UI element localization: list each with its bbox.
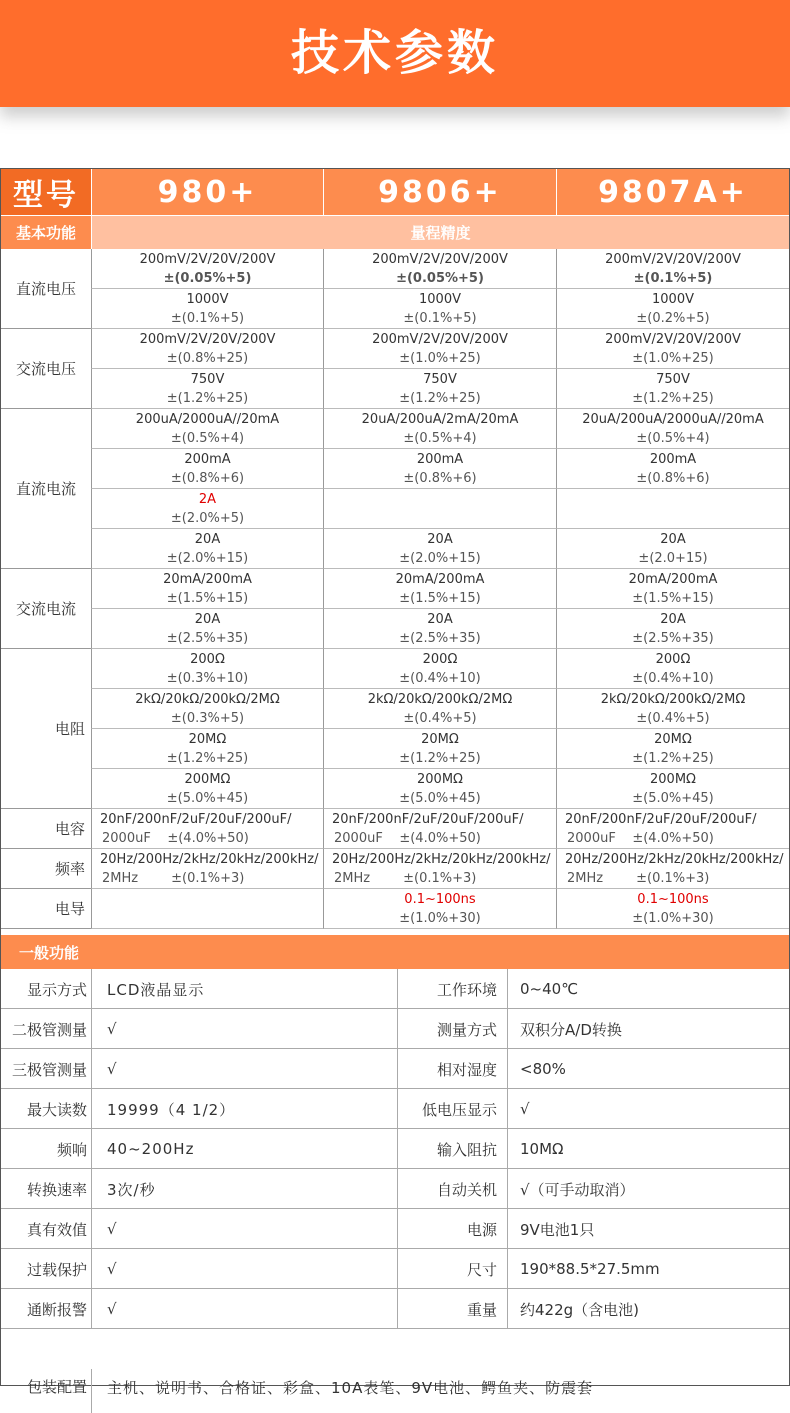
group-label: 频率 — [1, 849, 91, 889]
range-text: 200Ω — [655, 652, 691, 667]
spec-cell — [556, 809, 789, 849]
general-row — [1, 1209, 789, 1249]
accuracy-text: 2000uF ±(4.0%+50) — [102, 831, 249, 846]
spec-cell — [91, 329, 323, 369]
range-text: 200MΩ — [184, 772, 231, 787]
general-row — [1, 1169, 789, 1209]
model-980: 980+ — [91, 169, 323, 215]
range-text: 2kΩ/20kΩ/200kΩ/2MΩ — [135, 692, 280, 707]
accuracy-text: ±(5.0%+45) — [632, 791, 714, 806]
accuracy-text: ±(1.0%+30) — [632, 911, 714, 926]
range-text: 20A — [427, 532, 453, 547]
range-text: 20uA/200uA/2000uA//20mA — [582, 412, 764, 427]
accuracy-text: ±(0.4%+10) — [399, 671, 481, 686]
accuracy-text: ±(1.2%+25) — [632, 391, 714, 406]
spec-cell — [323, 849, 556, 889]
param-value: <80% — [507, 1049, 789, 1089]
spec-cell — [91, 569, 323, 609]
group-label: 直流电流 — [1, 409, 91, 569]
group-label: 电阻 — [1, 649, 91, 809]
accuracy-text: ±(1.2%+25) — [166, 391, 249, 406]
range-text: 200mV/2V/20V/200V — [139, 252, 276, 267]
general-row — [1, 1089, 789, 1129]
range-text: 20MΩ — [654, 732, 692, 747]
spec-cell — [91, 689, 323, 729]
param-label: 过载保护 — [26, 1260, 87, 1279]
param-label: 测量方式 — [397, 1009, 507, 1049]
accuracy-text: ±(0.2%+5) — [636, 311, 710, 326]
range-text: 20Hz/200Hz/2kHz/20kHz/200kHz/ — [332, 852, 551, 867]
basic-function-header — [1, 215, 789, 249]
accuracy-text: ±(0.1%+5) — [403, 311, 477, 326]
group-label: 电导 — [1, 889, 91, 929]
param-label: 转换速率 — [26, 1180, 87, 1199]
accuracy-text: ±(0.05%+5) — [396, 271, 484, 286]
range-text: 0.1~100ns — [404, 892, 476, 907]
param-value: 0~40℃ — [507, 969, 789, 1009]
range-text: 200MΩ — [417, 772, 463, 787]
spec-cell — [556, 449, 789, 489]
spec-table — [0, 168, 790, 1397]
param-value: √ — [91, 1009, 397, 1049]
param-label: 自动关机 — [397, 1169, 507, 1209]
model-header-row — [1, 169, 789, 215]
accuracy-text: ±(2.0+15) — [638, 551, 708, 566]
spec-cell — [91, 849, 323, 889]
package-label: 包装配置 — [26, 1377, 87, 1396]
accuracy-text: ±(0.8%+25) — [166, 351, 249, 366]
accuracy-text: ±(2.0%+15) — [399, 551, 481, 566]
range-text: 200mV/2V/20V/200V — [372, 252, 508, 267]
param-label: 最大读数 — [26, 1100, 87, 1119]
range-text: 1000V — [419, 292, 461, 307]
spec-cell — [556, 529, 789, 569]
general-row — [1, 1249, 789, 1289]
accuracy-text: ±(0.1%+5) — [633, 271, 713, 286]
spec-cell — [323, 529, 556, 569]
general-row — [1, 969, 789, 1009]
param-label: 二极管测量 — [11, 1020, 87, 1039]
accuracy-text: ±(0.4%+10) — [632, 671, 714, 686]
range-text: 750V — [656, 372, 690, 387]
param-value: 9V电池1只 — [507, 1209, 789, 1249]
range-text: 200uA/2000uA//20mA — [135, 412, 280, 427]
accuracy-text: ±(2.5%+35) — [632, 631, 714, 646]
range-text: 200mA — [416, 452, 464, 467]
spec-cell — [556, 649, 789, 689]
spec-cell — [556, 769, 789, 809]
range-text: 20Hz/200Hz/2kHz/20kHz/200kHz/ — [565, 852, 784, 867]
accuracy-text: ±(0.05%+5) — [163, 271, 252, 286]
accuracy-text: 2000uF ±(4.0%+50) — [567, 831, 714, 846]
spec-cell — [91, 889, 323, 929]
range-text: 0.1~100ns — [637, 892, 709, 907]
spec-cell — [556, 849, 789, 889]
spec-cell — [91, 449, 323, 489]
range-text: 20mA/200mA — [163, 572, 252, 587]
param-label: 显示方式 — [26, 980, 87, 999]
range-text: 20Hz/200Hz/2kHz/20kHz/200kHz/ — [100, 852, 319, 867]
range-text: 20nF/200nF/2uF/20uF/200uF/ — [565, 812, 757, 827]
accuracy-text: ±(1.0%+25) — [399, 351, 481, 366]
accuracy-text: ±(5.0%+45) — [399, 791, 481, 806]
accuracy-text: ±(0.1%+5) — [170, 311, 245, 326]
package-value: 主机、说明书、合格证、彩盒、10A表笔、9V电池、鳄鱼夹、防震套 — [91, 1369, 789, 1413]
param-value: LCD液晶显示 — [91, 969, 397, 1009]
param-value: 3次/秒 — [91, 1169, 397, 1209]
general-row — [1, 1129, 789, 1169]
accuracy-text: 2MHz ±(0.1%+3) — [334, 871, 477, 886]
param-label: 真有效值 — [26, 1220, 87, 1239]
accuracy-text: ±(2.5%+35) — [399, 631, 481, 646]
param-value: 40~200Hz — [91, 1129, 397, 1169]
accuracy-text: ±(0.3%+5) — [170, 711, 245, 726]
general-row — [1, 1289, 789, 1329]
range-text: 20MΩ — [421, 732, 459, 747]
range-text: 1000V — [186, 292, 229, 307]
range-text: 20mA/200mA — [395, 572, 485, 587]
accuracy-text: ±(2.5%+35) — [166, 631, 249, 646]
accuracy-text: ±(0.8%+6) — [170, 471, 245, 486]
group-label: 直流电压 — [1, 249, 91, 329]
spec-cell — [323, 809, 556, 849]
accuracy-text: ±(1.2%+25) — [399, 751, 481, 766]
param-label: 重量 — [397, 1289, 507, 1329]
general-row — [1, 1049, 789, 1089]
accuracy-text: ±(1.2%+25) — [166, 751, 249, 766]
param-label: 电源 — [397, 1209, 507, 1249]
spec-cell — [323, 249, 556, 289]
range-text: 200mV/2V/20V/200V — [605, 332, 741, 347]
range-text: 750V — [190, 372, 225, 387]
accuracy-text: ±(1.2%+25) — [399, 391, 481, 406]
param-label: 三极管测量 — [11, 1060, 87, 1079]
param-value: 19999（4 1/2） — [91, 1089, 397, 1129]
param-value: 10MΩ — [507, 1129, 789, 1169]
spec-cell — [91, 289, 323, 329]
title-banner — [0, 0, 790, 107]
accuracy-text: ±(0.8%+6) — [636, 471, 710, 486]
spec-cell — [91, 489, 323, 529]
spec-cell — [556, 409, 789, 449]
accuracy-text: ±(1.5%+15) — [399, 591, 481, 606]
param-value: 190*88.5*27.5mm — [507, 1249, 789, 1289]
param-value: 双积分A/D转换 — [507, 1009, 789, 1049]
param-value: √ — [91, 1049, 397, 1089]
range-text: 20mA/200mA — [628, 572, 718, 587]
range-text: 20A — [194, 532, 221, 547]
basic-function-label: 基本功能 — [1, 216, 91, 249]
spec-cell — [91, 369, 323, 409]
range-text: 1000V — [652, 292, 694, 307]
accuracy-text: ±(0.5%+4) — [170, 431, 245, 446]
group-label: 电容 — [1, 809, 91, 849]
spec-cell — [556, 369, 789, 409]
param-value: √ — [91, 1209, 397, 1249]
param-label: 尺寸 — [397, 1249, 507, 1289]
param-value: √ — [507, 1089, 789, 1129]
package-row — [1, 1369, 789, 1413]
spec-cell — [323, 329, 556, 369]
spec-cell — [323, 289, 556, 329]
range-text: 20A — [660, 612, 686, 627]
param-label: 通断报警 — [26, 1300, 87, 1319]
page-title: 技术参数 — [290, 25, 499, 81]
range-text: 200Ω — [422, 652, 458, 667]
range-text: 2A — [198, 492, 217, 507]
accuracy-text: ±(0.3%+10) — [166, 671, 249, 686]
range-text: 200mV/2V/20V/200V — [605, 252, 741, 267]
range-text: 200mA — [649, 452, 697, 467]
spec-cell — [556, 329, 789, 369]
spec-cell — [91, 409, 323, 449]
range-text: 20MΩ — [188, 732, 227, 747]
spec-cell — [323, 489, 556, 529]
range-text: 20nF/200nF/2uF/20uF/200uF/ — [332, 812, 524, 827]
model-label: 型号 — [1, 169, 91, 215]
spec-cell — [91, 729, 323, 769]
accuracy-text: ±(0.5%+4) — [403, 431, 477, 446]
range-text: 200Ω — [190, 652, 225, 667]
spec-cell — [323, 609, 556, 649]
accuracy-text: ±(2.0%+15) — [166, 551, 249, 566]
spec-cell — [556, 289, 789, 329]
spec-cell — [556, 489, 789, 529]
range-text: 200MΩ — [650, 772, 696, 787]
param-value: 约422g（含电池) — [507, 1289, 789, 1329]
accuracy-text: ±(1.5%+15) — [166, 591, 249, 606]
range-text: 200mV/2V/20V/200V — [372, 332, 508, 347]
param-value: √ — [91, 1289, 397, 1329]
range-text: 20A — [194, 612, 221, 627]
param-value: √（可手动取消） — [507, 1169, 789, 1209]
spec-cell — [91, 769, 323, 809]
spec-cell — [323, 409, 556, 449]
param-label: 相对湿度 — [397, 1049, 507, 1089]
param-label: 低电压显示 — [397, 1089, 507, 1129]
spec-cell — [91, 249, 323, 289]
spec-cell — [323, 689, 556, 729]
accuracy-text: 2000uF ±(4.0%+50) — [334, 831, 481, 846]
range-text: 20A — [660, 532, 686, 547]
param-label: 输入阻抗 — [397, 1129, 507, 1169]
range-text: 200mA — [184, 452, 231, 467]
spec-cell — [323, 649, 556, 689]
model-9806: 9806+ — [323, 169, 556, 215]
accuracy-text: ±(0.4%+5) — [636, 711, 710, 726]
accuracy-text: ±(1.0%+30) — [399, 911, 481, 926]
spec-cell — [556, 569, 789, 609]
general-row — [1, 1009, 789, 1049]
accuracy-text: ±(0.8%+6) — [403, 471, 477, 486]
param-label: 工作环境 — [397, 969, 507, 1009]
accuracy-text: ±(0.4%+5) — [403, 711, 477, 726]
spec-cell — [556, 889, 789, 929]
param-value: √ — [91, 1249, 397, 1289]
accuracy-label: 量程精度 — [91, 216, 789, 249]
group-label: 交流电流 — [1, 569, 91, 649]
spec-cell — [323, 769, 556, 809]
spec-cell — [556, 729, 789, 769]
accuracy-text: ±(0.5%+4) — [636, 431, 710, 446]
spec-cell — [91, 529, 323, 569]
spec-cell — [323, 449, 556, 489]
range-text: 200mV/2V/20V/200V — [139, 332, 276, 347]
param-label: 频响 — [56, 1140, 87, 1159]
accuracy-text: 2MHz ±(0.1%+3) — [102, 871, 245, 886]
spec-cell — [556, 249, 789, 289]
accuracy-text: 2MHz ±(0.1%+3) — [567, 871, 710, 886]
accuracy-text: ±(1.2%+25) — [632, 751, 714, 766]
range-text: 20A — [427, 612, 453, 627]
range-text: 750V — [423, 372, 457, 387]
group-label: 交流电压 — [1, 329, 91, 409]
accuracy-text: ±(2.0%+5) — [170, 511, 245, 526]
general-function-header: 一般功能 — [1, 935, 789, 969]
range-text: 20uA/200uA/2mA/20mA — [361, 412, 519, 427]
spec-cell — [323, 889, 556, 929]
accuracy-text: ±(1.0%+25) — [632, 351, 714, 366]
range-text: 2kΩ/20kΩ/200kΩ/2MΩ — [367, 692, 513, 707]
range-text: 2kΩ/20kΩ/200kΩ/2MΩ — [600, 692, 746, 707]
spec-cell — [323, 569, 556, 609]
spec-cell — [323, 729, 556, 769]
spec-cell — [91, 809, 323, 849]
spec-cell — [556, 689, 789, 729]
spec-cell — [91, 649, 323, 689]
range-text: 20nF/200nF/2uF/20uF/200uF/ — [100, 812, 292, 827]
spec-cell — [556, 609, 789, 649]
accuracy-text: ±(1.5%+15) — [632, 591, 714, 606]
model-9807a: 9807A+ — [556, 169, 789, 215]
accuracy-text: ±(5.0%+45) — [166, 791, 249, 806]
spec-cell — [91, 609, 323, 649]
spec-cell — [323, 369, 556, 409]
